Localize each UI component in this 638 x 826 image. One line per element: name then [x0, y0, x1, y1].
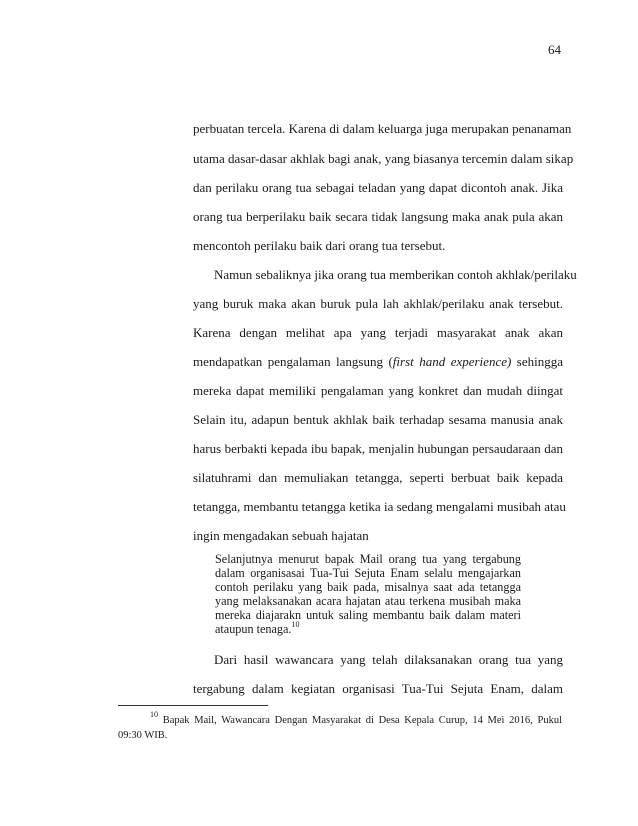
- body-text-line: harus berbakti kepada ibu bapak, menjalin hubungan persaudaraan dan: [193, 441, 563, 456]
- body-text-line: utama dasar-dasar akhlak bagi anak, yang biasanya tercemin dalam sikap: [193, 151, 574, 166]
- body-text-line: perbuatan tercela. Karena di dalam keluarga juga merupakan penanaman: [193, 121, 572, 136]
- footnote-line: [118, 710, 563, 728]
- body-text-line: yang buruk maka akan buruk pula lah akhlak/perilaku anak tersebut.: [193, 296, 563, 311]
- quote-line: contoh perilaku yang baik pada, misalnya saat ada tetangga: [215, 580, 521, 594]
- footnote-line: 09:30 WIB.: [118, 730, 168, 741]
- text-after-term: sehingga: [511, 354, 563, 369]
- body-text-line: Selain itu, adapun bentuk akhlak baik terhadap sesama manusia anak: [193, 412, 563, 427]
- quote-last-text: ataupun tenaga.: [215, 622, 292, 636]
- text-before-term: mendapatkan pengalaman langsung (: [193, 354, 393, 369]
- body-text-line-italic-term: [193, 354, 563, 370]
- footnote: [118, 710, 563, 743]
- footnote-marker: 10: [150, 710, 158, 719]
- body-text-line: Dari hasil wawancara yang telah dilaksanakan orang tua yang: [214, 652, 563, 667]
- page-number: 64: [548, 42, 561, 57]
- quote-line: yang melaksanakan acara hajatan atau terkena musibah maka: [215, 594, 521, 608]
- quote-line-last: [215, 622, 521, 636]
- body-text-line: orang tua berperilaku baik secara tidak langsung maka anak pula akan: [193, 209, 563, 224]
- footnote-reference[interactable]: 10: [291, 620, 300, 629]
- body-text-line: mencontoh perilaku baik dari orang tua tersebut.: [193, 238, 446, 253]
- footnote-text: Bapak Mail, Wawancara Dengan Masyarakat di Desa Kepala Curup, 14 Mei 2016, Pukul: [162, 715, 563, 726]
- body-text-line: mereka dapat memiliki pengalaman yang konkret dan mudah diingat: [193, 383, 563, 398]
- quote-line: mereka diajarakn untuk saling membantu baik dalam materi: [215, 608, 521, 622]
- body-text-line: tergabung dalam kegiatan organisasi Tua-Tui Sejuta Enam, dalam: [193, 681, 563, 696]
- quote-line: dalam organisasai Tua-Tui Sejuta Enam selalu mengajarkan: [215, 566, 521, 580]
- body-text-line: Namun sebaliknya jika orang tua memberikan contoh akhlak/perilaku: [214, 267, 577, 282]
- footnote-rule: [118, 705, 268, 706]
- body-text-line: tetangga, membantu tetangga ketika ia sedang mengalami musibah atau: [193, 499, 566, 514]
- body-text-line: Karena dengan melihat apa yang terjadi masyarakat anak akan: [193, 325, 563, 340]
- body-text-line: silatuhrami dan memuliakan tetangga, seperti berbuat baik kepada: [193, 470, 563, 485]
- body-text-line: dan perilaku orang tua sebagai teladan yang dapat dicontoh anak. Jika: [193, 180, 563, 195]
- italic-term: first hand experience): [392, 354, 512, 369]
- quote-line: Selanjutnya menurut bapak Mail orang tua yang tergabung: [215, 552, 521, 566]
- body-text-line: ingin mengadakan sebuah hajatan: [193, 528, 369, 543]
